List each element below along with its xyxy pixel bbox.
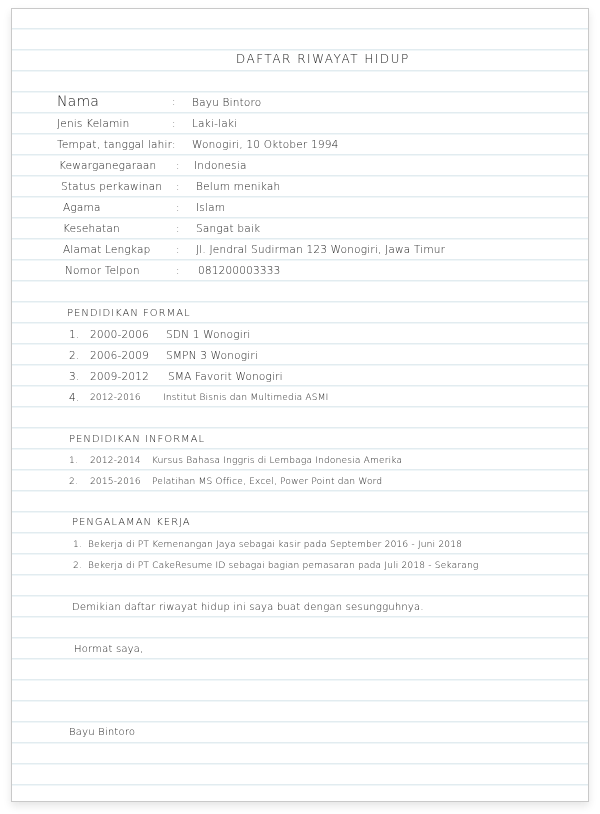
value-status-perkawinan: Belum menikah [196, 181, 281, 193]
label-agama: Agama [63, 202, 101, 214]
sep: : [176, 202, 180, 214]
edu-school: SMPN 3 Wonogiri [166, 350, 258, 362]
edu-school: Institut Bisnis dan Multimedia ASMI [163, 393, 329, 403]
value-nomor-telpon: 081200003333 [198, 265, 281, 277]
edu-num: 1. [69, 329, 80, 341]
sep: : [176, 223, 180, 235]
informal-desc: Pelatihan MS Office, Excel, Power Point dan Word [152, 477, 383, 487]
edu-years: 2012-2016 [90, 393, 141, 403]
informal-desc: Kursus Bahasa Inggris di Lembaga Indonesia Amerika [152, 456, 403, 466]
sep: : [176, 244, 180, 256]
work-desc: Bekerja di PT CakeResume ID sebagai bagian pemasaran pada Juli 2018 - Sekarang [88, 561, 479, 571]
edu-num: 3. [69, 371, 80, 383]
work-num: 1. [73, 540, 82, 550]
edu-years: 2000-2006 [90, 329, 150, 341]
value-nama: Bayu Bintoro [192, 97, 262, 109]
heading-pengalaman-kerja: PENGALAMAN KERJA [72, 517, 191, 528]
work-desc: Bekerja di PT Kemenangan Jaya sebagai kasir pada September 2016 - Juni 2018 [88, 540, 463, 550]
sep: : [172, 139, 176, 151]
label-nomor-telpon: Nomor Telpon [65, 265, 140, 277]
label-kesehatan: Kesehatan [63, 223, 120, 235]
signature-name: Bayu Bintoro [69, 727, 136, 738]
informal-num: 1. [69, 456, 78, 466]
value-kewarganegaraan: Indonesia [194, 160, 247, 172]
sep: : [176, 160, 180, 172]
value-alamat-lengkap: Jl. Jendral Sudirman 123 Wonogiri, Jawa Timur [196, 244, 446, 256]
heading-pendidikan-informal: PENDIDIKAN INFORMAL [69, 434, 206, 445]
label-tempat-tanggal-lahir: Tempat, tanggal lahir [57, 139, 173, 151]
informal-years: 2012-2014 [90, 456, 141, 466]
label-nama: Nama [57, 94, 100, 110]
sep: : [176, 181, 180, 193]
document-title: DAFTAR RIWAYAT HIDUP [236, 52, 410, 66]
value-agama: Islam [196, 202, 226, 214]
work-num: 2. [73, 561, 82, 571]
sep: : [172, 96, 176, 108]
informal-num: 2. [69, 477, 78, 487]
value-tempat-tanggal-lahir: Wonogiri, 10 Oktober 1994 [192, 139, 339, 151]
edu-school: SDN 1 Wonogiri [166, 329, 251, 341]
sep: : [172, 118, 176, 130]
heading-pendidikan-formal: PENDIDIKAN FORMAL [67, 308, 191, 319]
label-status-perkawinan: Status perkawinan [61, 181, 163, 193]
value-jenis-kelamin: Laki-laki [192, 118, 238, 130]
informal-years: 2015-2016 [90, 477, 141, 487]
sep: : [176, 265, 180, 277]
edu-num: 4. [69, 392, 80, 404]
label-kewarganegaraan: Kewarganegaraan [59, 160, 157, 172]
label-alamat-lengkap: Alamat Lengkap [63, 244, 151, 256]
edu-years: 2006-2009 [90, 350, 150, 362]
edu-num: 2. [69, 350, 80, 362]
label-jenis-kelamin: Jenis Kelamin [57, 118, 130, 130]
closing-statement: Demikian daftar riwayat hidup ini saya buat dengan sesungguhnya. [72, 602, 424, 613]
edu-years: 2009-2012 [90, 371, 150, 383]
value-kesehatan: Sangat baik [196, 223, 261, 235]
edu-school: SMA Favorit Wonogiri [168, 371, 283, 383]
regards: Hormat saya, [74, 644, 144, 655]
